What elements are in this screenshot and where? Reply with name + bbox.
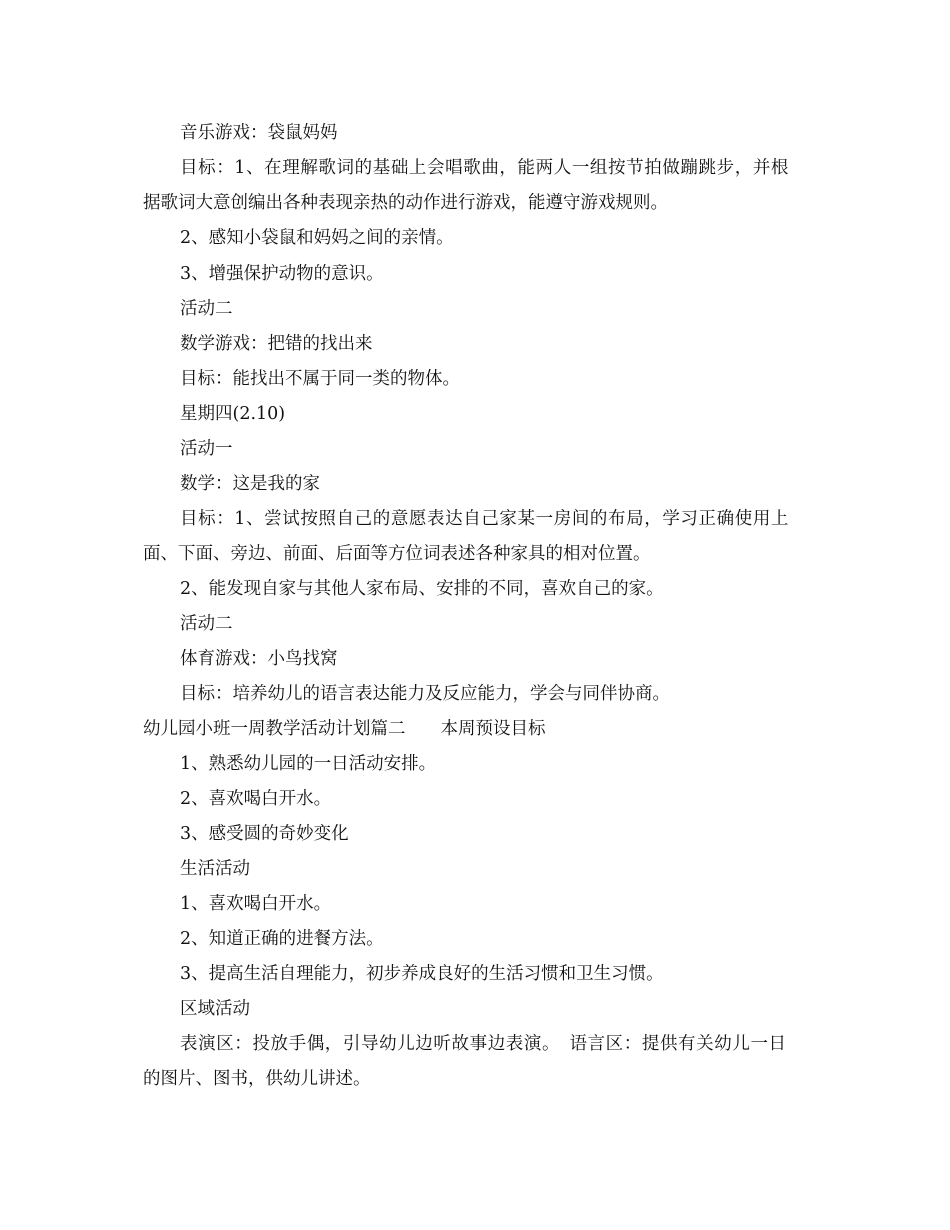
line-life-item-1: 1、喜欢喝白开水。	[180, 894, 332, 914]
line-pe-game-title: 体育游戏：小鸟找窝	[180, 649, 338, 669]
line-weekly-goal-1: 1、熟悉幼儿园的一日活动安排。	[180, 754, 437, 774]
line-life-item-3: 3、提高生活自理能力，初步养成良好的生活习惯和卫生习惯。	[180, 964, 664, 984]
line-weekly-goal-2: 2、喜欢喝白开水。	[180, 789, 332, 809]
line-goal-1-part1: 目标：1、在理解歌词的基础上会唱歌曲，能两人一组按节拍做蹦跳步，并根	[180, 158, 790, 178]
line-math-title: 数学：这是我的家	[180, 474, 320, 494]
line-goal-3: 3、增强保护动物的意识。	[180, 264, 384, 284]
line-weekly-goal-3: 3、感受圆的奇妙变化	[180, 824, 349, 844]
line-activity-two: 活动二	[180, 299, 233, 319]
line-area-activities: 区域活动	[180, 999, 250, 1019]
line-thursday-heading: 星期四(2.10)	[180, 404, 286, 424]
line-math-game-title: 数学游戏：把错的找出来	[180, 334, 373, 354]
line-math-game-goal: 目标：能找出不属于同一类的物体。	[180, 369, 460, 389]
line-music-game-title: 音乐游戏：袋鼠妈妈	[180, 123, 338, 143]
line-plan-heading: 幼儿园小班一周教学活动计划篇二 本周预设目标	[143, 719, 546, 739]
line-life-activities: 生活活动	[180, 859, 250, 879]
line-goal-1-part2: 据歌词大意创编出各种表现亲热的动作进行游戏，能遵守游戏规则。	[143, 193, 668, 213]
line-math-goal-2: 2、能发现自家与其他人家布局、安排的不同，喜欢自己的家。	[180, 579, 664, 599]
line-activity-two-b: 活动二	[180, 614, 233, 634]
line-math-goal-part1: 目标：1、尝试按照自己的意愿表达自己家某一房间的布局，学习正确使用上	[180, 509, 790, 529]
line-area-part2: 的图片、图书，供幼儿讲述。	[143, 1069, 371, 1089]
line-pe-game-goal: 目标：培养幼儿的语言表达能力及反应能力，学会与同伴协商。	[180, 684, 670, 704]
line-goal-2: 2、感知小袋鼠和妈妈之间的亲情。	[180, 228, 454, 248]
line-activity-one: 活动一	[180, 439, 233, 459]
line-math-goal-part2: 面、下面、旁边、前面、后面等方位词表述各种家具的相对位置。	[143, 544, 651, 564]
line-life-item-2: 2、知道正确的进餐方法。	[180, 929, 384, 949]
line-area-part1: 表演区：投放手偶，引导幼儿边听故事边表演。 语言区：提供有关幼儿一日	[180, 1034, 787, 1054]
